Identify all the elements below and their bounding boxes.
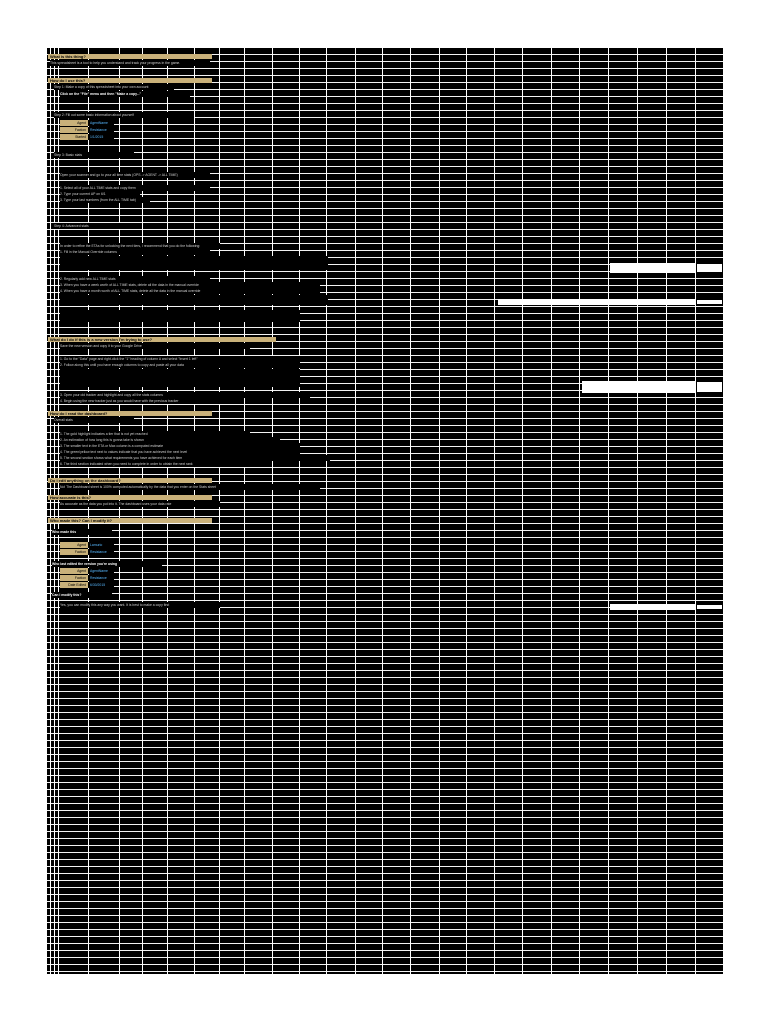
grid-column-line bbox=[410, 48, 411, 974]
text-line: 4. Begin using the new tracker just as you would have with the previous tracker bbox=[60, 398, 230, 404]
text-line: No! The Dashboard sheet is 100% computed automatically by the data that you enter on the Stats sheet bbox=[60, 484, 320, 490]
highlight-box bbox=[696, 381, 723, 393]
section-header-update: What do I do if this is a new version I'm trying to use? bbox=[48, 337, 276, 342]
field-label-faction: Faction bbox=[60, 549, 88, 555]
highlight-bar bbox=[610, 263, 696, 273]
text-line: 5. The second section shows what requirements you have achieved for each item bbox=[60, 455, 330, 461]
grid-column-line bbox=[637, 48, 638, 974]
grid-column-line bbox=[326, 48, 327, 974]
section-header-editing: Do I edit anything on the dashboard? bbox=[48, 478, 212, 483]
field-value-faction[interactable]: Resistance bbox=[88, 127, 114, 133]
text-line: Step 2: Fill out some basic information about yourself bbox=[54, 112, 194, 118]
grid-column-line bbox=[494, 48, 495, 974]
grid-column-line bbox=[608, 48, 609, 974]
grid-column-line bbox=[579, 48, 580, 974]
text-line: 2. An estimation of how long this is gonna take is shown bbox=[60, 437, 280, 443]
text-block bbox=[60, 256, 328, 270]
grid-column-line bbox=[382, 48, 383, 974]
grid-column-line bbox=[695, 48, 696, 974]
text-line: 4. The green/yellow text next to values indicate that you have achieved the next level bbox=[60, 449, 300, 455]
text-line: 2. Regularly add new ALL TIME stats bbox=[60, 276, 210, 282]
grid-column-line bbox=[355, 48, 356, 974]
subheader-modify: Can I modify this? bbox=[52, 592, 112, 598]
text-line: Open your scanner and go to your all time stats (OPS -> AGENT -> ALL TIME) bbox=[60, 172, 210, 178]
field-label-agent: Agent bbox=[60, 542, 88, 548]
text-line: 3. Open your old tracker and highlight and copy all the stats columns bbox=[60, 392, 310, 398]
field-value-faction[interactable]: Resistance bbox=[88, 575, 114, 581]
highlight-box bbox=[696, 299, 723, 305]
section-header-how: How do I use this? bbox=[48, 78, 212, 83]
field-label-date-edited: Date Edited bbox=[60, 582, 88, 588]
field-value-started[interactable]: 1/1/2015 bbox=[88, 134, 114, 140]
grid-column-line bbox=[551, 48, 552, 974]
grid-column-line bbox=[522, 48, 523, 974]
text-line: 6. The third section indicated when you need to complete in order to obtain the next rank bbox=[60, 461, 260, 467]
text-block bbox=[60, 369, 300, 387]
grid-column-line bbox=[272, 48, 273, 974]
section-header-accurate: How accurate is this? bbox=[48, 495, 212, 500]
text-line: Step 3: Basic stats bbox=[54, 152, 134, 158]
field-label-agent: Agent bbox=[60, 568, 88, 574]
field-label-faction: Faction bbox=[60, 127, 88, 133]
field-value-date-edited[interactable]: 6/30/2015 bbox=[88, 582, 114, 588]
text-line: In order to refine the ETAs for unlocking the next tiers, I recommend that you do the following: bbox=[60, 243, 220, 249]
subheader-made: Who made this bbox=[52, 529, 112, 535]
text-line: 4. When you have a month worth of ALL TIME stats, delete all the data in the manual override bbox=[60, 288, 320, 294]
subheader-edited: Who last edited the version you're using bbox=[52, 561, 162, 567]
highlight-bar bbox=[498, 299, 696, 305]
text-block bbox=[60, 310, 300, 322]
text-line: Overall stats bbox=[54, 417, 134, 423]
text-line: Save the new version and copy it to your Google Drive bbox=[60, 343, 250, 349]
field-value-agent[interactable]: AgentName bbox=[88, 568, 114, 574]
section-header-dashboard: How do I read the dashboard? bbox=[48, 411, 212, 416]
text-line: Step 1: Make a copy of this spreadsheet into your own account bbox=[54, 84, 174, 90]
text-line: 3. The smaller text in the ETA or Max column is a computed estimate bbox=[60, 443, 300, 449]
field-value-agent[interactable]: Lamurio bbox=[88, 542, 114, 548]
highlight-box bbox=[696, 263, 723, 273]
field-label-agent: Agent bbox=[60, 120, 88, 126]
text-line: 2. Follow along this until you have enough columns to copy and paste all your data bbox=[60, 362, 300, 368]
text-line: 1. The gold highlight indicates a tier that is not yet reached bbox=[60, 431, 250, 437]
highlight-box bbox=[696, 604, 723, 610]
grid-column-line bbox=[219, 48, 220, 974]
text-line: Yes, you can modify this any way you want. It is best to make a copy first bbox=[60, 602, 220, 608]
section-header-credits: Who made this? Can I modify it? bbox=[48, 518, 212, 523]
field-value-faction[interactable]: Resistance bbox=[88, 549, 114, 555]
field-label-faction: Faction bbox=[60, 575, 88, 581]
text-block bbox=[60, 295, 328, 305]
grid-column-line bbox=[244, 48, 245, 974]
field-value-agent[interactable]: AgentName bbox=[88, 120, 114, 126]
text-line: 1. Go to the "Data" page and right-click the "1" heading of column A and select "Insert 1 left" bbox=[60, 356, 300, 362]
highlight-bar bbox=[610, 604, 696, 610]
text-line: 1. Select all of your ALL TIME stats and copy them bbox=[60, 185, 210, 191]
step-header: Click on the "File" menu and then "Make a copy..." bbox=[60, 91, 190, 97]
field-label-started: Started bbox=[60, 134, 88, 140]
spreadsheet-sheet bbox=[46, 48, 723, 974]
text-line: 2. Type your current AP on 6/1 bbox=[60, 191, 140, 197]
text-line: 1. Fill in the Manual Override columns bbox=[60, 249, 210, 255]
text-line: As accurate as the data you put into it. The dashboard uses your data rate bbox=[60, 501, 220, 507]
text-line: 3. When you have a week worth of ALL TIME stats, delete all the data in the manual override bbox=[60, 282, 320, 288]
text-line: Step 4: Advanced stats bbox=[54, 223, 134, 229]
text-line: 3. Type your last numbers (from the ALL TIME tab) bbox=[60, 197, 150, 203]
section-header-what: What is this thing? bbox=[48, 54, 212, 59]
grid-column-line bbox=[299, 48, 300, 974]
grid-column-line bbox=[466, 48, 467, 974]
grid-column-line bbox=[439, 48, 440, 974]
text-line: This spreadsheet is a tool to help you understand and track your progress in the game. bbox=[50, 60, 210, 66]
highlight-bar bbox=[582, 381, 696, 393]
grid-column-line bbox=[666, 48, 667, 974]
